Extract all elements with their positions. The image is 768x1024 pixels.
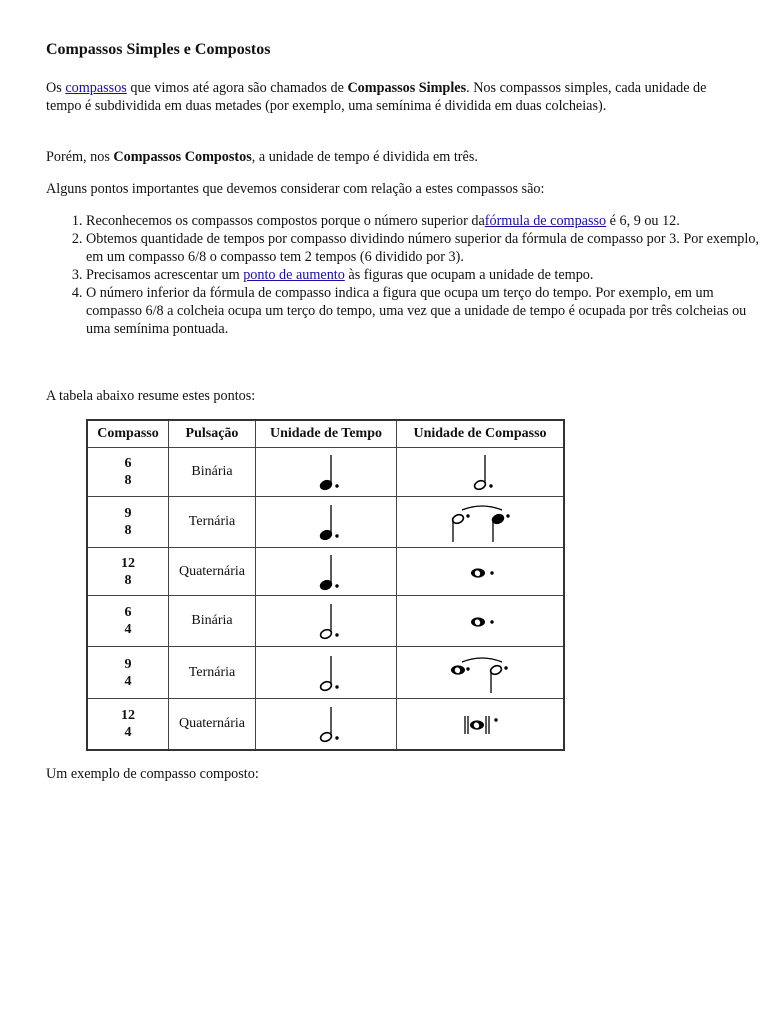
dotted-half-note-icon [308,652,344,694]
tempo-unit-cell [256,548,397,596]
summary-table [86,419,565,751]
measure-unit-cell [397,548,565,596]
tempo-unit-cell [256,699,397,750]
column-header: Unidade de Tempo [256,420,397,448]
paragraph-intro: Os compassos que vimos até agora são chamados de Compassos Simples. Nos compassos simples, cada unidade de tempo é subdividida em duas metades (por exemplo, uma semínima é dividida em duas colcheias). [46,80,707,114]
time-signature-top: 9 [124,656,132,672]
list-item: 3. Precisamos acrescentar um ponto de aumento às figuras que ocupam a unidade de tempo. [86,266,766,284]
dotted-double-whole-note-icon [459,703,501,745]
column-header: Pulsação [169,420,256,448]
points-list [46,212,766,338]
dotted-half-note-icon [462,451,498,493]
tempo-unit-cell [256,596,397,647]
link-ponto-de-aumento[interactable]: ponto de aumento [243,267,345,283]
tied-dotted-half-and-dotted-quarter-icon [446,497,514,547]
paragraph-exemplo: Um exemplo de compasso composto: [46,766,259,782]
measure-unit-cell [397,497,565,548]
time-signature-top: 6 [124,605,132,620]
table-header-row [87,420,564,448]
paragraph-compostos: Porém, nos Compassos Compostos, a unidade de tempo é dividida em três. [46,149,478,165]
measure-unit-cell [397,596,565,647]
time-signature-top: 6 [124,456,132,471]
link-formula-de-compasso[interactable]: fórmula de compasso [484,213,607,229]
list-item: 1. Reconhecemos os compassos compostos porque o número superior dafórmula de compasso é 6, 9 ou 12. [86,212,766,230]
table-row [87,596,564,647]
link-compassos[interactable]: compassos [65,80,127,96]
time-signature-cell [87,647,169,699]
time-signature-top: 12 [121,555,135,571]
paragraph-pontos: Alguns pontos importantes que devemos considerar com relação a estes compassos são: [46,181,545,197]
tempo-unit-cell [256,647,397,699]
time-signature-bottom: 8 [124,523,132,538]
dotted-quarter-note-icon [308,501,344,543]
list-item: 2. Obtemos quantidade de tempos por compasso dividindo número superior da fórmula de compasso por 3. Por exemplo, em um compasso 6/8 o compasso tem 2 tempos (6 dividido por 3). [86,230,766,266]
table-row [87,548,564,596]
tempo-unit-cell [256,448,397,497]
time-signature-bottom: 4 [124,673,132,689]
table-row [87,497,564,548]
pulse-cell: Quaternária [169,699,256,750]
measure-unit-cell [397,699,565,750]
paragraph-tabela: A tabela abaixo resume estes pontos: [46,388,256,404]
tempo-unit-cell [256,497,397,548]
tied-dotted-whole-and-dotted-half-icon [446,648,514,698]
dotted-whole-note-icon [462,551,498,593]
measure-unit-cell [397,647,565,699]
pulse-cell: Binária [169,448,256,497]
time-signature-top: 9 [124,506,132,521]
time-signature-cell [87,596,169,647]
measure-unit-cell [397,448,565,497]
time-signature-bottom: 4 [124,724,132,740]
page-title: Compassos Simples e Compostos [46,41,271,58]
dotted-whole-note-icon [462,600,498,642]
dotted-half-note-icon [308,600,344,642]
time-signature-cell [87,448,169,497]
pulse-cell: Quaternária [169,548,256,596]
time-signature-bottom: 8 [124,572,132,588]
time-signature-bottom: 4 [124,622,132,637]
dotted-half-note-icon [308,703,344,745]
pulse-cell: Ternária [169,497,256,548]
dotted-quarter-note-icon [308,551,344,593]
time-signature-bottom: 8 [124,473,132,488]
pulse-cell: Ternária [169,647,256,699]
table-row [87,699,564,750]
dotted-quarter-note-icon [308,451,344,493]
pulse-cell: Binária [169,596,256,647]
time-signature-cell [87,699,169,750]
column-header: Compasso [87,420,169,448]
column-header: Unidade de Compasso [397,420,565,448]
time-signature-cell [87,497,169,548]
time-signature-top: 12 [121,707,135,723]
list-item: 4. O número inferior da fórmula de compasso indica a figura que ocupa um terço do tempo. Por exemplo, em um compasso 6/8 a colcheia ocupa um terço do tempo, uma vez que a unidade de tempo é ocupada por três colcheias ou uma semínima pontuada. [86,284,766,338]
table-row [87,448,564,497]
table-row [87,647,564,699]
time-signature-cell [87,548,169,596]
